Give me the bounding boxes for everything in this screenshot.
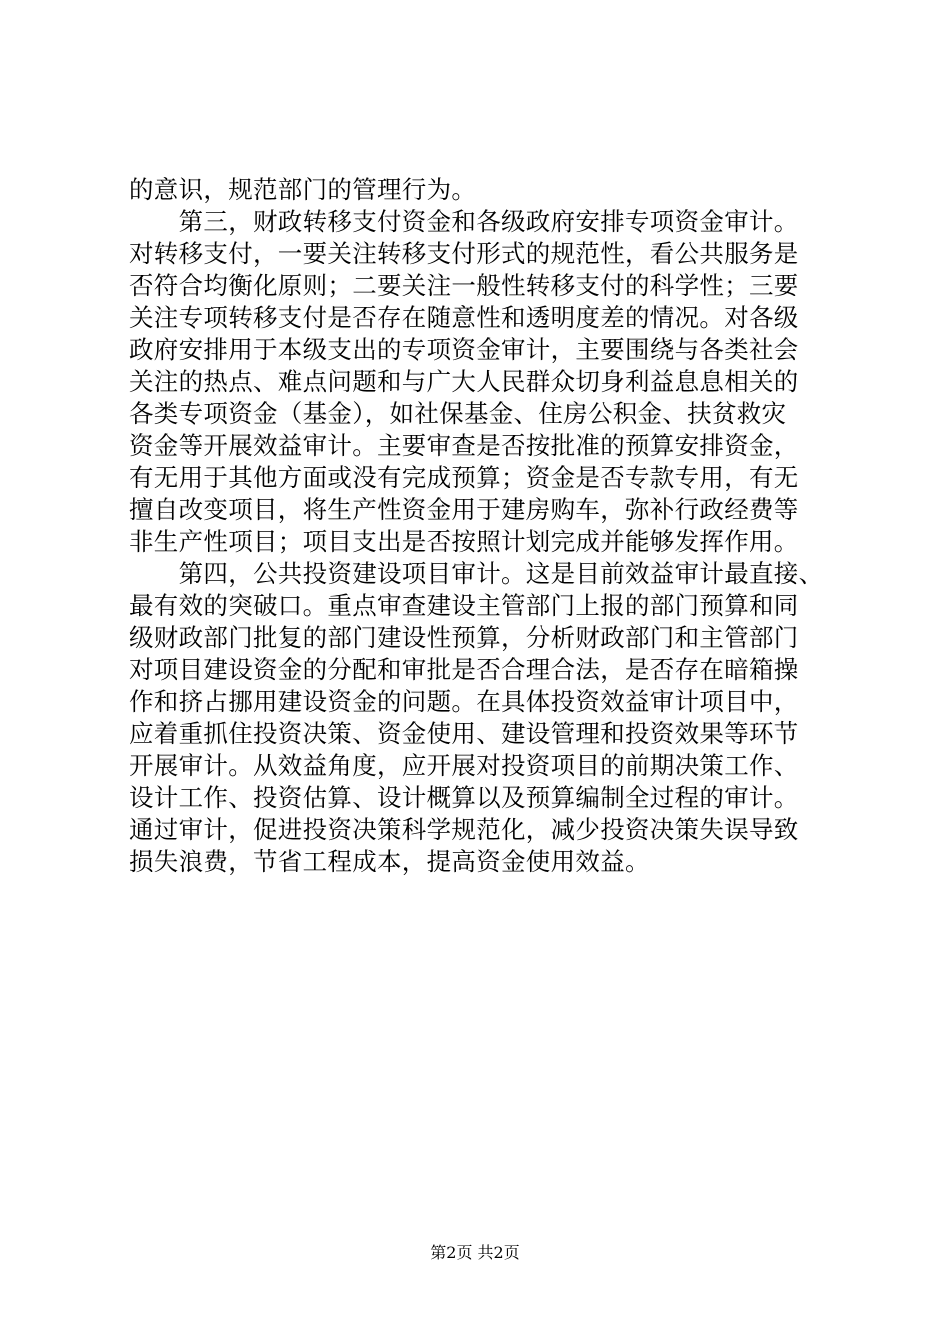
text-line: 各类专项资金（基金），如社保基金、住房公积金、扶贫救灾 [129, 399, 787, 428]
text-line: 的意识，规范部门的管理行为。 [129, 175, 477, 204]
text-line: 应着重抓住投资决策、资金使用、建设管理和投资效果等环节 [129, 719, 799, 748]
text-line: 作和挤占挪用建设资金的问题。在具体投资效益审计项目中， [129, 687, 799, 716]
text-line: 否符合均衡化原则；二要关注一般性转移支付的科学性；三要 [129, 271, 799, 300]
text-line: 第四，公共投资建设项目审计。这是目前效益审计最直接、 [129, 559, 824, 588]
text-line: 政府安排用于本级支出的专项资金审计，主要围绕与各类社会 [129, 335, 799, 364]
text-line: 通过审计，促进投资决策科学规范化，减少投资决策失误导致 [129, 815, 799, 844]
page-number-footer: 第2页 共2页 [430, 1243, 520, 1262]
text-line: 非生产性项目；项目支出是否按照计划完成并能够发挥作用。 [129, 527, 799, 556]
text-line: 级财政部门批复的部门建设性预算，分析财政部门和主管部门 [129, 623, 799, 652]
text-line: 第三，财政转移支付资金和各级政府安排专项资金审计。 [129, 207, 799, 236]
text-line: 擅自改变项目，将生产性资金用于建房购车，弥补行政经费等 [129, 495, 799, 524]
text-line: 开展审计。从效益角度，应开展对投资项目的前期决策工作、 [129, 751, 799, 780]
text-line: 设计工作、投资估算、设计概算以及预算编制全过程的审计。 [129, 783, 799, 812]
text-line: 对转移支付，一要关注转移支付形式的规范性，看公共服务是 [129, 239, 799, 268]
text-line: 关注的热点、难点问题和与广大人民群众切身利益息息相关的 [129, 367, 799, 396]
text-line: 有无用于其他方面或没有完成预算；资金是否专款专用，有无 [129, 463, 799, 492]
text-line: 损失浪费，节省工程成本，提高资金使用效益。 [129, 847, 650, 876]
text-line: 最有效的突破口。重点审查建设主管部门上报的部门预算和同 [129, 591, 799, 620]
text-line: 资金等开展效益审计。主要审查是否按批准的预算安排资金， [129, 431, 799, 460]
text-line: 关注专项转移支付是否存在随意性和透明度差的情况。对各级 [129, 303, 799, 332]
text-line: 对项目建设资金的分配和审批是否合理合法，是否存在暗箱操 [129, 655, 799, 684]
